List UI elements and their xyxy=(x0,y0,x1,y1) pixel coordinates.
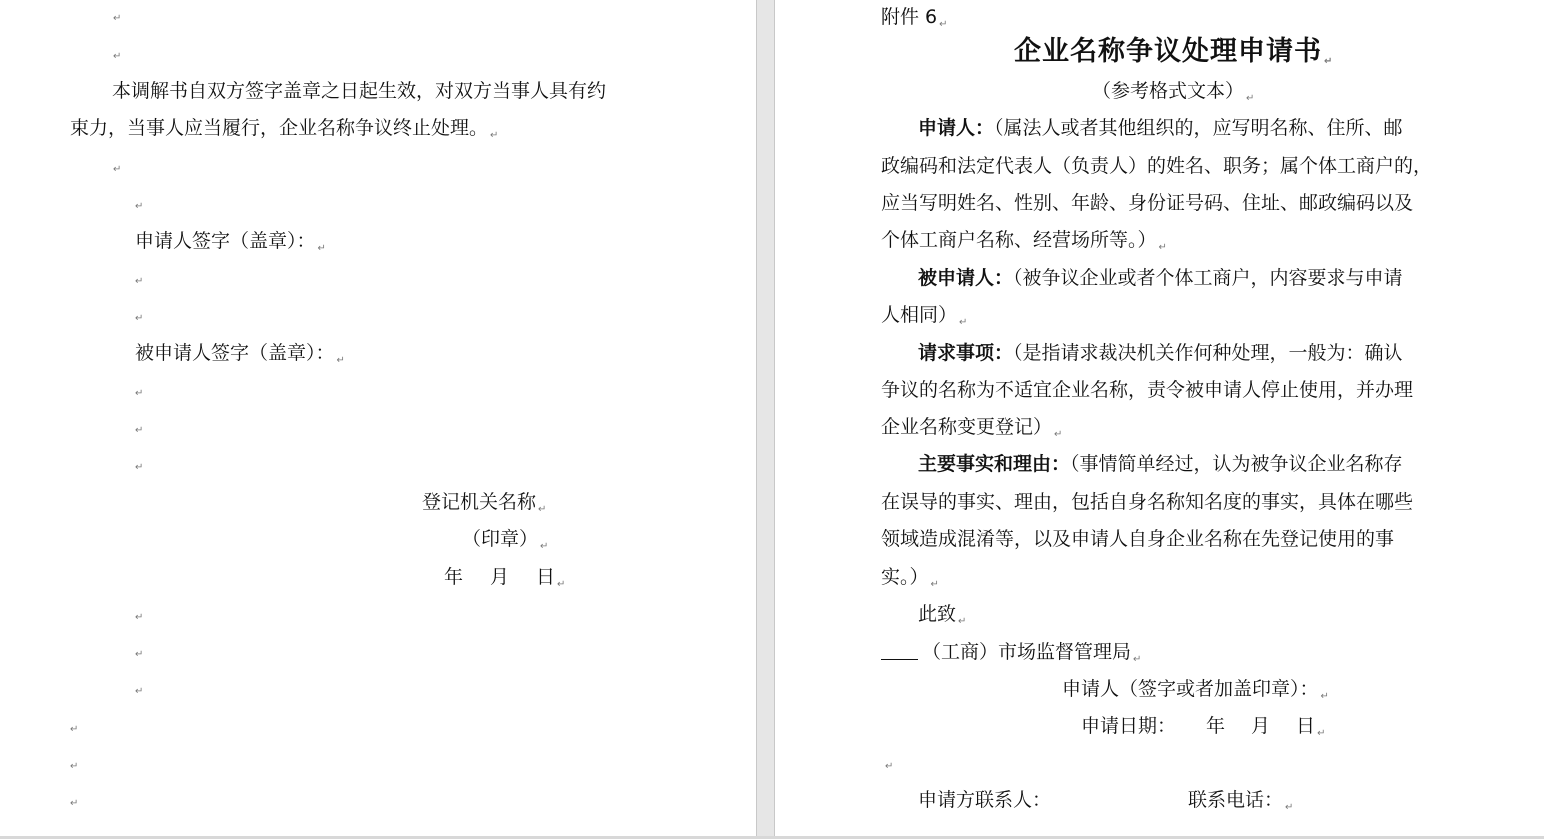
paragraph-mark: ↵ xyxy=(113,164,122,175)
facts-line-1: 主要事实和理由：（事情简单经过，认为被争议企业名称存 xyxy=(918,453,1403,475)
paragraph-mark: ↵ xyxy=(336,355,345,366)
page-edge-left xyxy=(756,0,757,839)
paragraph-mark: ↵ xyxy=(958,616,967,627)
paragraph-mark: ↵ xyxy=(540,541,549,552)
respondent-label: 被申请人： xyxy=(918,267,1014,289)
document-page-left xyxy=(0,0,756,839)
paragraph-mark: ↵ xyxy=(1320,691,1329,702)
paragraph-mark: ↵ xyxy=(135,201,144,212)
contact-line xyxy=(918,789,1293,819)
addressee-blank-field xyxy=(881,643,918,660)
paragraph-mark: ↵ xyxy=(135,276,144,287)
paragraph-mark: ↵ xyxy=(135,462,144,473)
effect-text-line-1: 本调解书自双方签字盖章之日起生效，对双方当事人具有约 xyxy=(112,80,607,102)
paragraph-mark: ↵ xyxy=(1285,802,1294,813)
applicant-sign-line: 申请人（签字或者加盖印章）： $_↵$ xyxy=(1062,678,1329,702)
application-date-line: 申请日期： 年 月 日 $_↵$ xyxy=(1081,715,1326,739)
contact-phone-label: 联系电话： xyxy=(1188,789,1284,811)
applicant-label: 申请人： xyxy=(918,117,995,139)
request-line-3: 企业名称变更登记） $_↵$ xyxy=(881,416,1063,440)
paragraph-mark: ↵ xyxy=(1246,93,1255,104)
paragraph-mark: ↵ xyxy=(1054,429,1063,440)
paragraph-mark: ↵ xyxy=(930,579,939,590)
paragraph-mark: ↵ xyxy=(959,317,968,328)
applicant-signature-line: 申请人签字（盖章）： $_↵$ xyxy=(135,230,326,254)
paragraph-mark: ↵ xyxy=(70,761,79,772)
effect-text-line-2: 束力，当事人应当履行，企业名称争议终止处理。 $_↵$ xyxy=(70,117,499,141)
document-page-right xyxy=(775,0,1544,839)
paragraph-mark: ↵ xyxy=(885,761,894,772)
paragraph-mark: ↵ xyxy=(135,388,144,399)
paragraph-mark: ↵ xyxy=(113,51,122,62)
paragraph-mark: ↵ xyxy=(1133,654,1142,665)
facts-label: 主要事实和理由： xyxy=(918,453,1071,475)
contact-person-label: 申请方联系人： xyxy=(918,789,1052,811)
paragraph-mark: ↵ xyxy=(135,686,144,697)
paragraph-mark: ↵ xyxy=(939,19,948,30)
respondent-signature-line: 被申请人签字（盖章）： $_↵$ xyxy=(135,342,345,366)
request-line-2: 争议的名称为不适宜企业名称，责令被申请人停止使用，并办理 xyxy=(881,379,1414,401)
paragraph-mark: ↵ xyxy=(538,504,547,515)
document-title: 企业名称争议处理申请书 ↵ xyxy=(1014,36,1334,67)
authority-name: 登记机关名称 $_↵$ xyxy=(422,491,547,515)
paragraph-mark: ↵ xyxy=(135,313,144,324)
paragraph-mark: ↵ xyxy=(317,243,326,254)
paragraph-mark: ↵ xyxy=(1324,56,1334,67)
paragraph-mark: ↵ xyxy=(1317,728,1326,739)
paragraph-mark: ↵ xyxy=(135,649,144,660)
document-subtitle: （参考格式文本） $_↵$ xyxy=(1092,80,1255,104)
paragraph-mark: ↵ xyxy=(490,130,499,141)
applicant-line-3: 应当写明姓名、性别、年龄、身份证号码、住址、邮政编码以及 xyxy=(881,192,1414,214)
facts-line-4: 实。） $_↵$ xyxy=(881,566,939,590)
paragraph-mark: ↵ xyxy=(1158,242,1167,253)
date-line: 年 月 日 $_↵$ xyxy=(444,566,566,590)
paragraph-mark: ↵ xyxy=(70,724,79,735)
request-line-1: 请求事项：（是指请求裁决机关作何种处理，一般为：确认 xyxy=(918,342,1403,364)
request-label: 请求事项： xyxy=(918,342,1014,364)
addressee: （工商）市场监督管理局 $_↵$ xyxy=(881,641,1141,671)
facts-line-2: 在误导的事实、理由，包括自身名称知名度的事实，具体在哪些 xyxy=(881,491,1414,513)
paragraph-mark: ↵ xyxy=(135,425,144,436)
applicant-line-4: 个体工商户名称、经营场所等。） $_↵$ xyxy=(881,229,1167,253)
paragraph-mark: ↵ xyxy=(70,798,79,809)
applicant-line-2: 政编码和法定代表人（负责人）的姓名、职务；属个体工商户的， xyxy=(881,155,1433,177)
salutation: 此致 $_↵$ xyxy=(918,603,967,627)
attachment-label: 附件 6 $_↵$ xyxy=(881,6,948,30)
seal-line: （印章） $_↵$ xyxy=(462,528,549,552)
paragraph-mark: ↵ xyxy=(135,612,144,623)
paragraph-mark: ↵ xyxy=(113,13,122,24)
applicant-line-1: 申请人：（属法人或者其他组织的，应写明名称、住所、邮 xyxy=(918,117,1403,139)
paragraph-mark: ↵ xyxy=(557,579,566,590)
respondent-line-2: 人相同） $_↵$ xyxy=(881,304,968,328)
respondent-line-1: 被申请人：（被争议企业或者个体工商户，内容要求与申请 xyxy=(918,267,1403,289)
facts-line-3: 领域造成混淆等，以及申请人自身企业名称在先登记使用的事 xyxy=(881,528,1395,550)
